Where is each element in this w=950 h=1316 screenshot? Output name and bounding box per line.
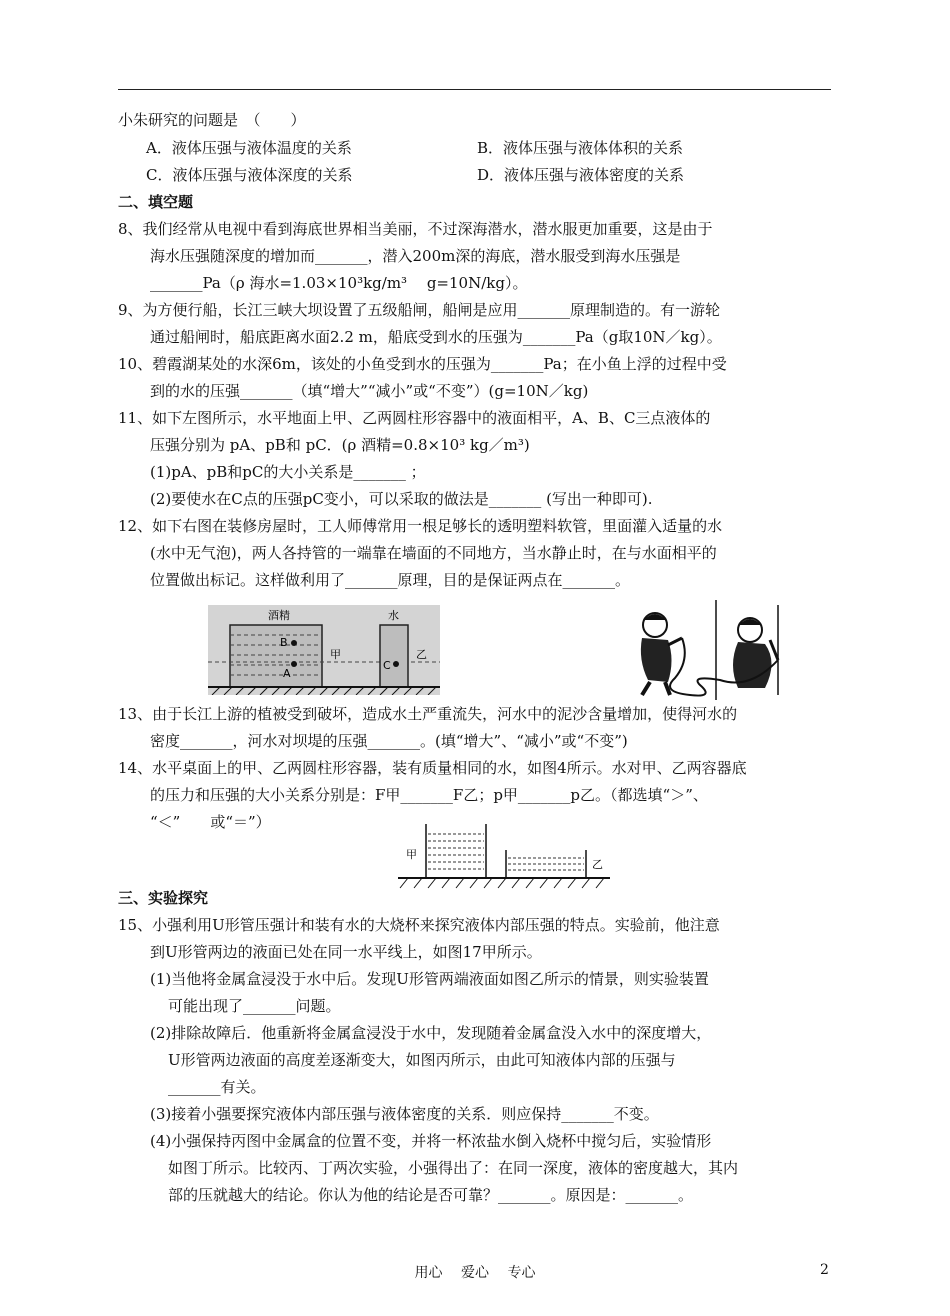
cylinders-figure [398,822,610,890]
q15-part-1b: 可能出现了_______问题。 [168,997,341,1015]
q12-line-2: (水中无气泡)，两人各持管的一端靠在墙面的不同地方，当水静止时，在与水面相平的 [150,544,717,562]
q9-line-1: 9、为方便行船，长江三峡大坝设置了五级船闸，船闸是应用_______原理制造的。有一游轮 [118,301,721,319]
q15-part-3: (3)接着小强要探究液体内部压强与液体密度的关系．则应保持_______不变。 [150,1105,659,1123]
q15-part-4c: 部的压就越大的结论。你认为他的结论是否可靠？_______。原因是：_______。 [168,1186,694,1204]
q7-option-d: D．液体压强与液体密度的关系 [477,166,685,184]
label-jia: 甲 [406,848,417,861]
q15-line-2: 到U形管两边的液面已处在同一水平线上，如图17甲所示。 [150,943,542,961]
label-yi: 乙 [416,648,427,661]
page-footer: 用心 爱心 专心 [414,1265,536,1281]
q11-sub-2: (2)要使水在C点的压强pC变小，可以采取的做法是_______ (写出一种即可). [150,490,653,508]
q9-line-2: 通过船闸时，船底距离水面2.2 m，船底受到水的压强为_______Pa（g取10N／kg）。 [150,328,722,346]
label-jia: 甲 [330,648,341,661]
q7-option-c: C．液体压强与液体深度的关系 [146,166,353,184]
q15-part-2b: U形管两边液面的高度差逐渐变大，如图丙所示，由此可知液体内部的压强与 [168,1051,676,1069]
q15-part-1a: (1)当他将金属盒浸没于水中后。发现U形管两端液面如图乙所示的情景，则实验装置 [150,970,709,988]
q10-line-2: 到的水的压强_______（填“增大”“减小”或“不变”）(g=10N／kg) [150,382,589,400]
q8-line-2: 海水压强随深度的增加而_______，潜入200m深的海底，潜水服受到海水压强是 [150,247,681,265]
q14-line-3: “＜” 或“＝”） [150,813,271,831]
label-water: 水 [388,609,399,622]
q8-line-1: 8、我们经常从电视中看到海底世界相当美丽，不过深海潜水，潜水服更加重要，这是由于 [118,220,713,238]
q14-line-1: 14、水平桌面上的甲、乙两圆柱形容器，装有质量相同的水，如图4所示。水对甲、乙两容器底 [118,759,747,777]
q15-part-4a: (4)小强保持丙图中金属盒的位置不变，并将一杯浓盐水倒入烧杯中搅匀后，实验情形 [150,1132,712,1150]
q12-line-1: 12、如下右图在装修房屋时，工人师傅常用一根足够长的透明塑料软管，里面灌入适量的水 [118,517,723,535]
water-container [380,625,408,687]
point-a [291,661,297,667]
q15-part-2c: _______有关。 [168,1078,266,1096]
q7-stem: 小朱研究的问题是 （ ） [118,111,306,129]
q10-line-1: 10、碧霞湖某处的水深6m，该处的小鱼受到水的压强为_______Pa；在小鱼上浮的过程中受 [118,355,727,373]
page-number: 2 [820,1262,829,1278]
header-rule [118,89,831,90]
q11-line-1: 11、如下左图所示，水平地面上甲、乙两圆柱形容器中的液面相平，A、B、C三点液体的 [118,409,711,427]
q7-option-b: B．液体压强与液体体积的关系 [477,139,684,157]
q11-line-2: 压强分别为 pA、pB和 pC．(ρ 酒精=0.8×10³ kg／m³) [150,436,530,454]
point-c [393,661,399,667]
q8-line-3: _______Pa（ρ 海水=1.03×10³kg/m³ g=10N/kg）。 [150,274,528,292]
section-fill-in-title: 二、填空题 [118,193,194,211]
q14-line-2: 的压力和压强的大小关系分别是：F甲_______F乙；p甲_______p乙。（都选填“＞”、 [150,786,708,804]
q12-line-3: 位置做出标记。这样做利用了_______原理，目的是保证两点在_______。 [150,571,631,589]
label-c: C [383,659,391,672]
q7-option-a: A．液体压强与液体温度的关系 [146,139,352,157]
q13-line-2: 密度_______，河水对坝堤的压强_______。(填“增大”、“减小”或“不变”) [150,732,628,750]
label-yi: 乙 [592,858,603,871]
label-a: A [283,667,291,680]
q15-part-2a: (2)排除故障后．他重新将金属盒浸没于水中，发现随着金属盒没入水中的深度增大， [150,1024,712,1042]
workers-figure [620,600,820,700]
label-alcohol: 酒精 [268,609,290,622]
q11-sub-1: (1)pA、pB和pC的大小关系是_______ ； [150,463,426,481]
section-experiment-title: 三、实验探究 [118,889,209,907]
alcohol-container [230,625,322,687]
point-b [291,640,297,646]
container-figure [208,605,440,695]
label-b: B [280,636,288,649]
q15-part-4b: 如图丁所示。比较丙、丁两次实验，小强得出了：在同一深度，液体的密度越大，其内 [168,1159,739,1177]
q15-line-1: 15、小强利用U形管压强计和装有水的大烧杯来探究液体内部压强的特点。实验前，他注意 [118,916,720,934]
q13-line-1: 13、由于长江上游的植被受到破坏，造成水土严重流失，河水中的泥沙含量增加，使得河水的 [118,705,738,723]
